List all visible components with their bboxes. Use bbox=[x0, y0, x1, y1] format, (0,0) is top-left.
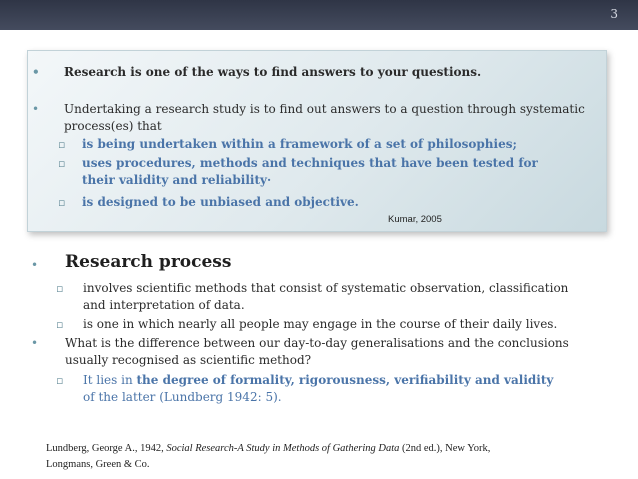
callout-sub-3 bbox=[58, 194, 598, 211]
bullet-icon: • bbox=[32, 102, 40, 116]
callout-bullet-2-line-2: process(es) that bbox=[64, 119, 162, 133]
ref-suffix: (2nd ed.), New York, bbox=[399, 443, 491, 454]
footer-line-2: Longmans, Green & Co. bbox=[46, 459, 150, 470]
callout-sub-2-line-1: uses procedures, methods and techniques that have been tested for bbox=[82, 156, 538, 170]
answer-prefix: It lies in bbox=[83, 373, 137, 387]
callout-sub-1 bbox=[58, 136, 598, 153]
main-sub-2-text: is one in which nearly all people may engage in the course of their daily lives. bbox=[83, 317, 558, 331]
callout-bullet-2 bbox=[32, 101, 602, 135]
quote-callout-box bbox=[27, 50, 607, 232]
slide-number: 3 bbox=[610, 7, 618, 21]
sub-bullet-icon: ▫ bbox=[56, 318, 64, 331]
callout-citation: Kumar, 2005 bbox=[388, 214, 442, 225]
callout-bullet-2-line-1: Undertaking a research study is to find out answers to a question through systematic bbox=[64, 102, 585, 116]
main-sub-1-line-1: involves scientific methods that consist of systematic observation, classification bbox=[83, 281, 569, 295]
main-question-line-1: What is the difference between our day-to-day generalisations and the conclusions bbox=[65, 336, 569, 350]
footer-line-1 bbox=[46, 441, 606, 457]
callout-sub-3-text: is designed to be unbiased and objective. bbox=[82, 195, 359, 209]
sub-bullet-icon: ▫ bbox=[58, 196, 66, 209]
answer-emphasis: the degree of formality, rigorousness, verifiability and validity bbox=[136, 373, 554, 387]
top-bar bbox=[0, 0, 638, 30]
bullet-icon: • bbox=[31, 258, 39, 272]
main-question-line-2: usually recognised as scientific method? bbox=[65, 353, 312, 367]
ref-title: Social Research-A Study in Methods of Gathering Data bbox=[166, 443, 400, 454]
ref-prefix: Lundberg, George A., 1942, bbox=[46, 443, 167, 454]
research-process-heading bbox=[31, 254, 591, 272]
sub-bullet-icon: ▫ bbox=[56, 374, 64, 387]
footer-reference bbox=[46, 441, 606, 473]
sub-bullet-icon: ▫ bbox=[58, 138, 66, 151]
main-answer bbox=[56, 372, 601, 406]
bullet-icon: • bbox=[32, 65, 40, 79]
main-answer-line-2: of the latter (Lundberg 1942: 5). bbox=[83, 390, 282, 404]
callout-sub-2 bbox=[58, 155, 598, 189]
sub-bullet-icon: ▫ bbox=[58, 157, 66, 170]
callout-bullet-1-text: Research is one of the ways to find answers to your questions. bbox=[64, 65, 482, 79]
bullet-icon: • bbox=[31, 336, 39, 350]
callout-sub-1-text: is being undertaken within a framework of a set of philosophies; bbox=[82, 137, 517, 151]
main-sub-1 bbox=[56, 280, 596, 314]
callout-bullet-1 bbox=[32, 64, 592, 81]
main-sub-2 bbox=[56, 316, 596, 333]
callout-sub-2-line-2: their validity and reliability· bbox=[82, 173, 272, 187]
main-answer-line-1 bbox=[56, 372, 601, 389]
sub-bullet-icon: ▫ bbox=[56, 282, 64, 295]
main-question bbox=[31, 335, 601, 369]
heading-text: Research process bbox=[65, 252, 232, 272]
main-sub-1-line-2: and interpretation of data. bbox=[83, 298, 245, 312]
